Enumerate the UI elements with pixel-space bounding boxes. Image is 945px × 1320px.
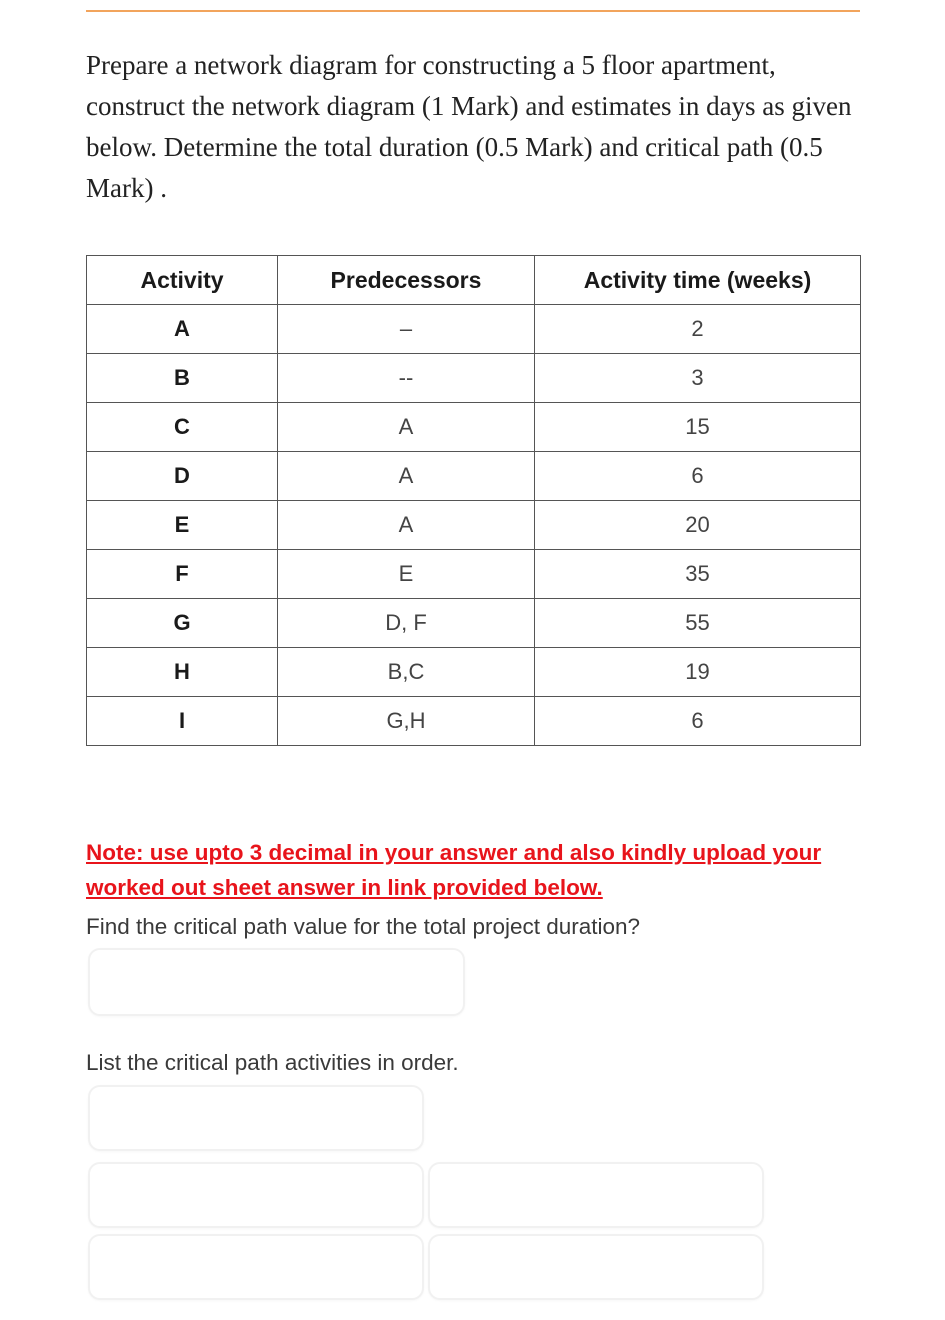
table-row <box>87 501 861 550</box>
activity-cell: I <box>87 697 278 746</box>
time-cell: 35 <box>535 550 861 599</box>
critical-activity-input-2[interactable] <box>88 1162 424 1228</box>
activity-cell: A <box>87 305 278 354</box>
time-cell: 2 <box>535 305 861 354</box>
activity-cell: H <box>87 648 278 697</box>
time-cell: 19 <box>535 648 861 697</box>
question-text: Prepare a network diagram for constructing a 5 floor apartment, construct the network diagram (1 Mark) and estimates in days as given below. Determine the total duration (0.5 Mark) and critical path (0.5 Mark) . <box>86 50 852 203</box>
table-row <box>87 452 861 501</box>
predecessors-cell: A <box>278 452 535 501</box>
activity-cell: D <box>87 452 278 501</box>
predecessors-cell: – <box>278 305 535 354</box>
activity-table <box>86 255 861 746</box>
note-text: Note: use upto 3 decimal in your answer and also kindly upload your worked out sheet answer in link provided below. <box>86 840 822 900</box>
activity-cell: E <box>87 501 278 550</box>
time-cell: 6 <box>535 697 861 746</box>
time-cell: 20 <box>535 501 861 550</box>
predecessors-cell: B,C <box>278 648 535 697</box>
time-cell: 55 <box>535 599 861 648</box>
table-row <box>87 697 861 746</box>
table-row <box>87 354 861 403</box>
table-row <box>87 305 861 354</box>
activity-cell: G <box>87 599 278 648</box>
top-divider <box>86 10 860 12</box>
header-activity: Activity <box>87 256 278 305</box>
critical-activity-input-3[interactable] <box>428 1162 764 1228</box>
table-row <box>87 403 861 452</box>
predecessors-cell: -- <box>278 354 535 403</box>
critical-activity-input-1[interactable] <box>88 1085 424 1151</box>
critical-activity-input-5[interactable] <box>428 1234 764 1300</box>
predecessors-cell: E <box>278 550 535 599</box>
table-header-row <box>87 256 861 305</box>
critical-activities-prompt: List the critical path activities in order. <box>86 1050 459 1075</box>
time-cell: 6 <box>535 452 861 501</box>
critical-value-prompt: Find the critical path value for the total project duration? <box>86 914 641 939</box>
activity-cell: C <box>87 403 278 452</box>
predecessors-cell: D, F <box>278 599 535 648</box>
table-row <box>87 599 861 648</box>
time-cell: 15 <box>535 403 861 452</box>
time-cell: 3 <box>535 354 861 403</box>
predecessors-cell: A <box>278 403 535 452</box>
predecessors-cell: G,H <box>278 697 535 746</box>
activity-cell: F <box>87 550 278 599</box>
critical-activity-input-4[interactable] <box>88 1234 424 1300</box>
header-activity-time: Activity time (weeks) <box>535 256 861 305</box>
critical-value-input[interactable] <box>88 948 465 1016</box>
activity-cell: B <box>87 354 278 403</box>
table-row <box>87 550 861 599</box>
predecessors-cell: A <box>278 501 535 550</box>
header-predecessors: Predecessors <box>278 256 535 305</box>
table-row <box>87 648 861 697</box>
